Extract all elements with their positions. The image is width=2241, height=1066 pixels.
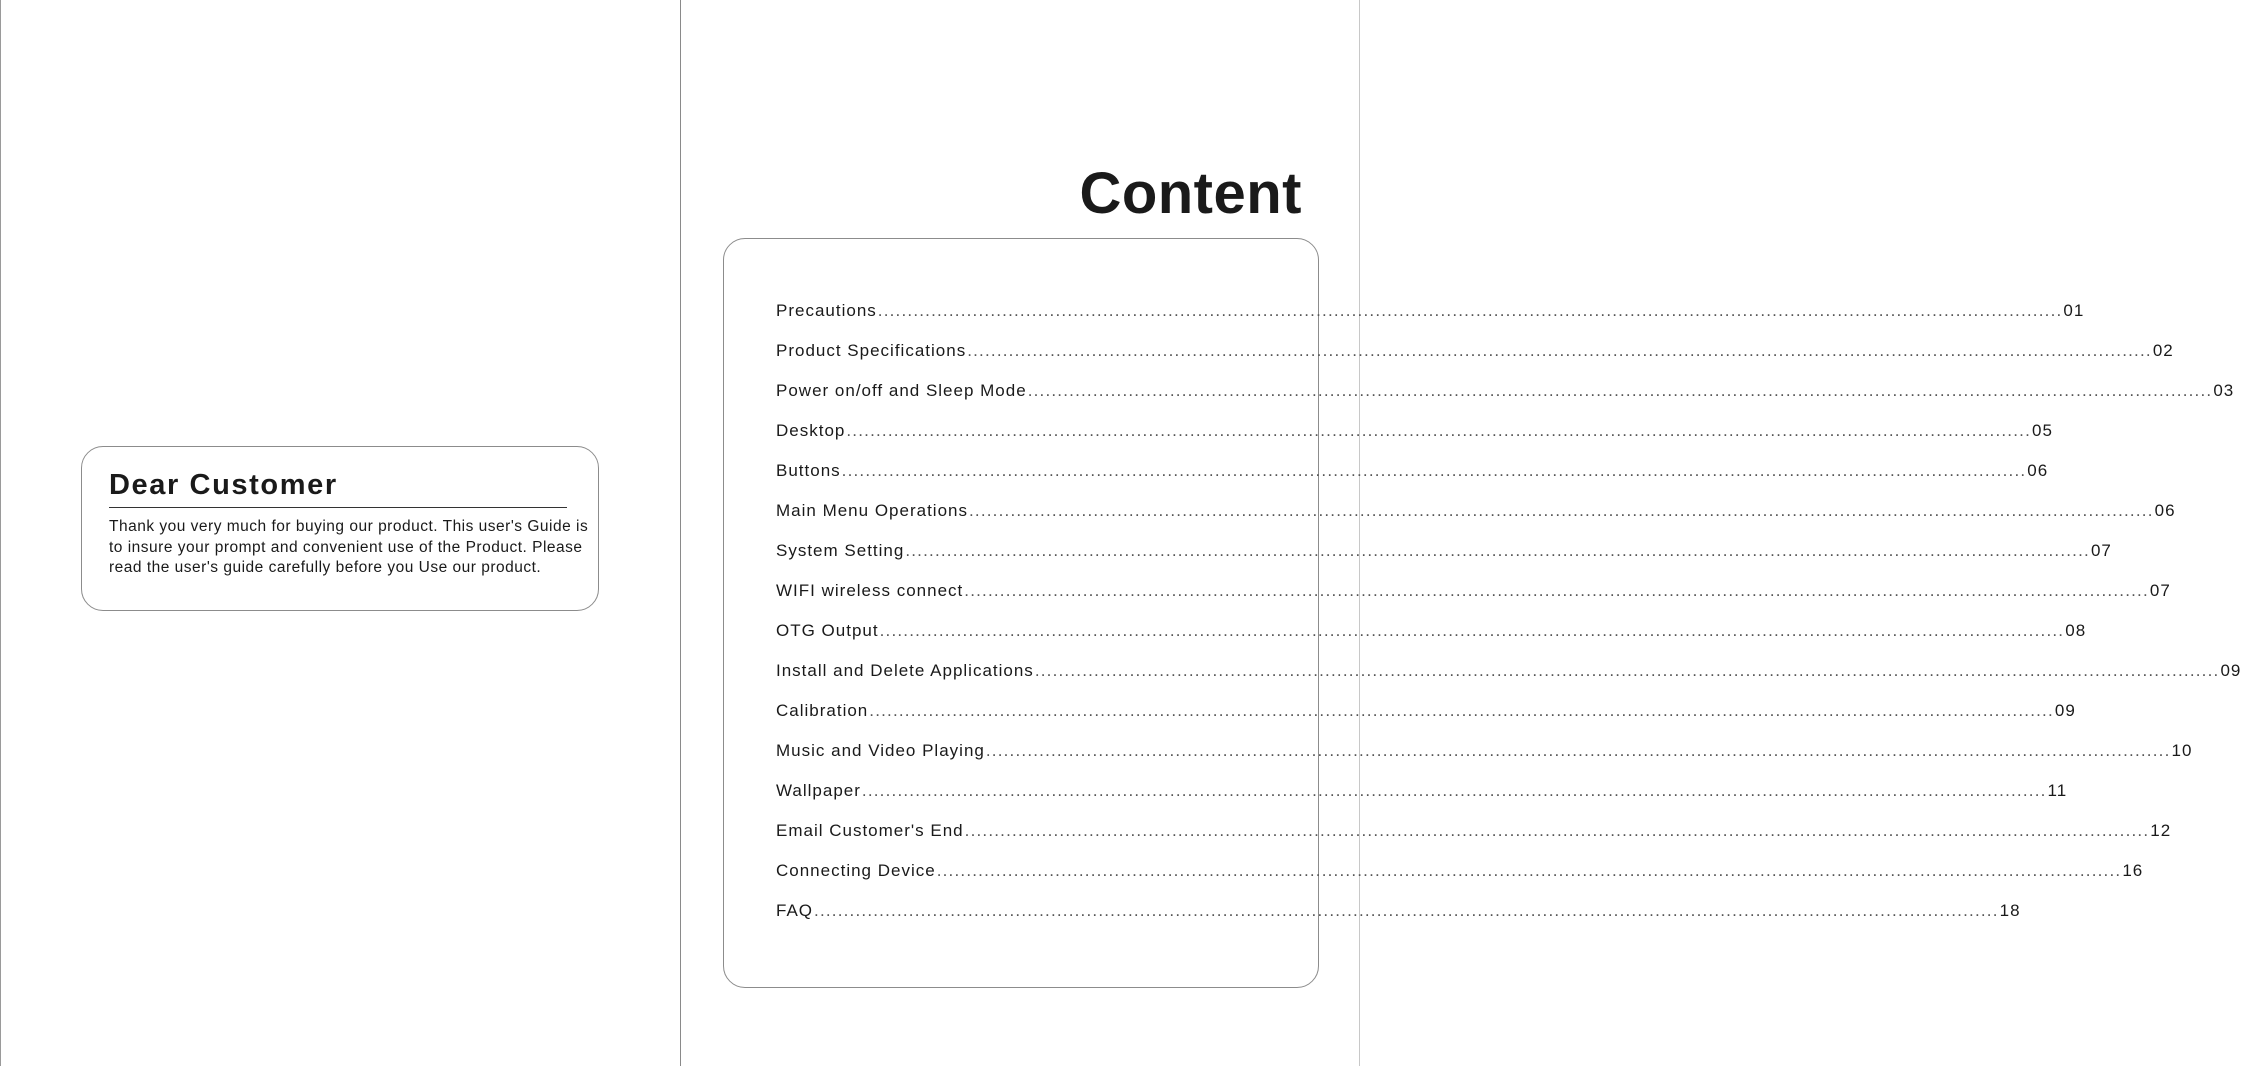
toc-entry-product-specifications[interactable] — [776, 341, 2174, 381]
toc-entry-label: Product Specifications — [776, 341, 967, 360]
toc-entry-buttons[interactable] — [776, 461, 2049, 501]
toc-entry-label: WIFI wireless connect — [776, 581, 964, 600]
greeting-body-text: Thank you very much for buying our product. This user's Guide is to insure your prompt and convenient use of the Product. Please read the user's guide carefully before you Use our product. — [109, 518, 589, 576]
toc-entry-label: FAQ — [776, 901, 814, 920]
toc-entry-page: 07 — [2149, 581, 2171, 600]
toc-entry-system-setting[interactable] — [776, 541, 2112, 581]
toc-entry-power-sleep-mode[interactable] — [776, 381, 2235, 421]
toc-entry-page: 16 — [2122, 861, 2144, 880]
toc-entry-page: 12 — [2150, 821, 2172, 840]
toc-dot-leader: ........................................................................................................................................................................................................ — [964, 821, 2150, 840]
toc-dot-leader: ........................................................................................................................................................................................................ — [879, 621, 2065, 640]
toc-entry-page: 18 — [1999, 901, 2021, 920]
toc-entry-main-menu-operations[interactable] — [776, 501, 2176, 541]
toc-dot-leader: ........................................................................................................................................................................................................ — [1034, 661, 2220, 680]
toc-entry-music-video-playing[interactable] — [776, 741, 2193, 781]
page-spine-divider — [680, 0, 681, 1066]
toc-entry-page: 07 — [2090, 541, 2112, 560]
toc-entry-page: 03 — [2213, 381, 2235, 400]
toc-dot-leader: ........................................................................................................................................................................................................ — [905, 541, 2090, 560]
toc-entry-page: 01 — [2063, 301, 2085, 320]
toc-dot-leader: ........................................................................................................................................................................................................ — [936, 861, 2122, 880]
toc-dot-leader: ........................................................................................................................................................................................................ — [841, 461, 2027, 480]
toc-entry-page: 09 — [2054, 701, 2076, 720]
toc-entry-label: Buttons — [776, 461, 841, 480]
contents-heading: Content — [1079, 161, 1302, 226]
toc-entry-desktop[interactable] — [776, 421, 2053, 461]
toc-entry-connecting-device[interactable] — [776, 861, 2144, 901]
greeting-title: Dear Customer — [109, 469, 338, 501]
toc-dot-leader: ........................................................................................................................................................................................................ — [814, 901, 1999, 920]
toc-dot-leader: ........................................................................................................................................................................................................ — [964, 581, 2149, 600]
toc-entry-page: 08 — [2065, 621, 2087, 640]
toc-entry-label: Power on/off and Sleep Mode — [776, 381, 1027, 400]
toc-entry-page: 09 — [2220, 661, 2241, 680]
toc-entry-page: 11 — [2047, 781, 2068, 800]
toc-entry-page: 06 — [2154, 501, 2176, 520]
toc-list — [776, 301, 2241, 941]
toc-entry-label: Main Menu Operations — [776, 501, 968, 520]
toc-entry-wifi-wireless-connect[interactable] — [776, 581, 2171, 621]
toc-entry-label: Precautions — [776, 301, 877, 320]
toc-dot-leader: ........................................................................................................................................................................................................ — [846, 421, 2032, 440]
toc-entry-label: Email Customer's End — [776, 821, 964, 840]
toc-entry-faq[interactable] — [776, 901, 2021, 941]
toc-entry-label: Desktop — [776, 421, 846, 440]
toc-entry-calibration[interactable] — [776, 701, 2076, 741]
toc-dot-leader: ........................................................................................................................................................................................................ — [968, 501, 2154, 520]
toc-dot-leader: ........................................................................................................................................................................................................ — [877, 301, 2063, 320]
left-page-edge — [0, 0, 1, 1066]
toc-entry-wallpaper[interactable] — [776, 781, 2068, 821]
table-of-contents-box — [723, 238, 2241, 988]
toc-dot-leader: ........................................................................................................................................................................................................ — [967, 341, 2152, 360]
toc-entry-precautions[interactable] — [776, 301, 2085, 341]
toc-entry-label: Calibration — [776, 701, 869, 720]
toc-entry-page: 05 — [2032, 421, 2053, 440]
toc-entry-label: Install and Delete Applications — [776, 661, 1034, 680]
toc-entry-label: System Setting — [776, 541, 905, 560]
dear-customer-box — [81, 446, 599, 611]
toc-dot-leader: ........................................................................................................................................................................................................ — [1027, 381, 2213, 400]
toc-entry-label: Wallpaper — [776, 781, 861, 800]
toc-entry-page: 02 — [2152, 341, 2174, 360]
toc-entry-page: 06 — [2027, 461, 2049, 480]
toc-dot-leader: ........................................................................................................................................................................................................ — [985, 741, 2171, 760]
toc-entry-page: 10 — [2171, 741, 2193, 760]
toc-entry-email-customers-end[interactable] — [776, 821, 2172, 861]
toc-entry-install-delete-applications[interactable] — [776, 661, 2241, 701]
toc-entry-label: Connecting Device — [776, 861, 936, 880]
toc-entry-otg-output[interactable] — [776, 621, 2087, 661]
toc-dot-leader: ........................................................................................................................................................................................................ — [861, 781, 2047, 800]
toc-entry-label: OTG Output — [776, 621, 879, 640]
toc-dot-leader: ........................................................................................................................................................................................................ — [869, 701, 2054, 720]
toc-entry-label: Music and Video Playing — [776, 741, 985, 760]
greeting-underline — [109, 507, 567, 508]
